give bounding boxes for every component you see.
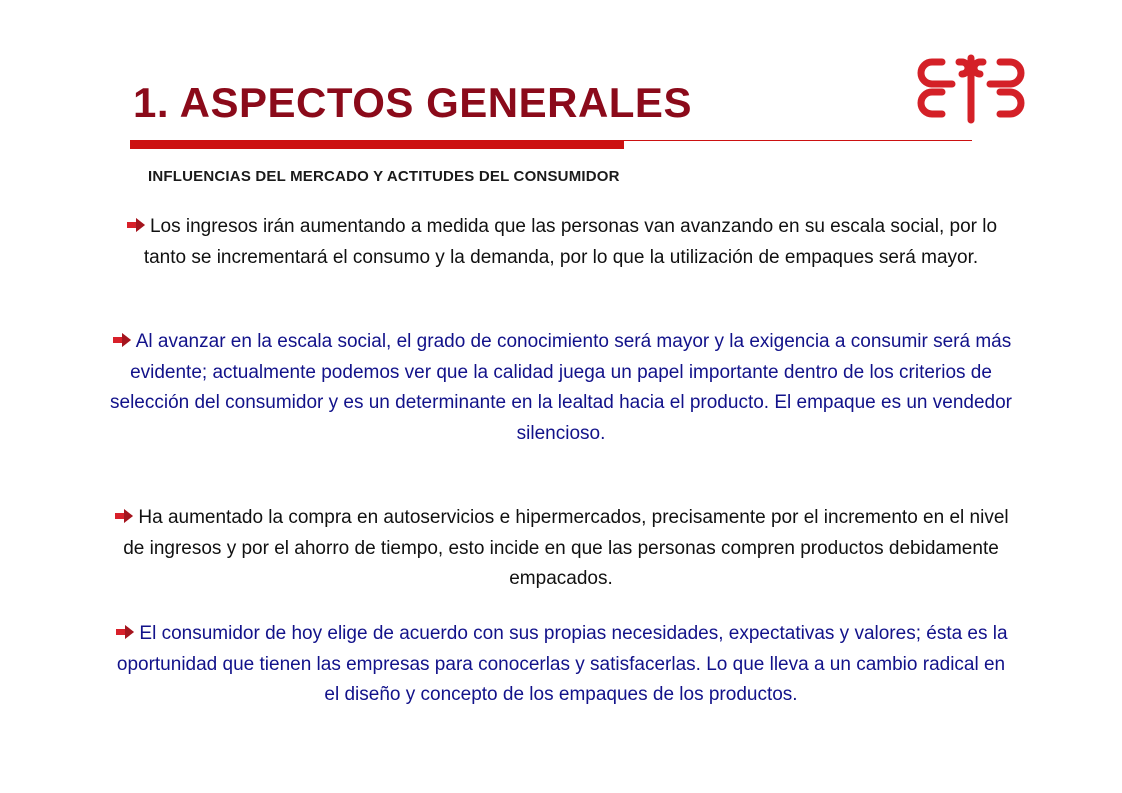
- paragraph-text: Los ingresos irán aumentando a medida que las personas van avanzando en su escala social, por lo tanto se incrementará el consumo y la demanda, por lo que la utilización de empaques será mayor.: [143, 216, 998, 268]
- brand-logo-icon: [912, 54, 1030, 124]
- section-subtitle: INFLUENCIAS DEL MERCADO Y ACTITUDES DEL CONSUMIDOR: [148, 168, 620, 185]
- title-underline-thick: [130, 140, 624, 149]
- red-arrow-icon: [114, 624, 136, 640]
- red-arrow-icon: [113, 508, 135, 524]
- title-underline-thin: [624, 140, 972, 141]
- paragraph-3: [110, 503, 1012, 595]
- paragraph-text: El consumidor de hoy elige de acuerdo con sus propias necesidades, expectativas y valores; ésta es la oportunidad que tienen las empresas para conocerlas y satisfacerlas. Lo que lleva a un cambio radical en el diseño y concepto de los empaques de los productos.: [116, 623, 1008, 705]
- slide-title: 1. ASPECTOS GENERALES: [133, 79, 692, 126]
- paragraph-1: [110, 212, 1012, 273]
- red-arrow-icon: [125, 217, 147, 233]
- paragraph-text: Ha aumentado la compra en autoservicios e hipermercados, precisamente por el incremento en el nivel de ingresos y por el ahorro de tiempo, esto incide en que las personas compren productos debidamente empacados.: [123, 507, 1009, 589]
- paragraph-2: [110, 327, 1012, 449]
- red-arrow-icon: [111, 332, 133, 348]
- paragraph-4: [110, 619, 1012, 711]
- paragraph-text: Al avanzar en la escala social, el grado de conocimiento será mayor y la exigencia a consumir será más evidente; actualmente podemos ver que la calidad juega un papel importante dentro de los criterios de selección del consumidor y es un determinante en la lealtad hacia el producto. El empaque es un vendedor silencioso.: [110, 331, 1013, 444]
